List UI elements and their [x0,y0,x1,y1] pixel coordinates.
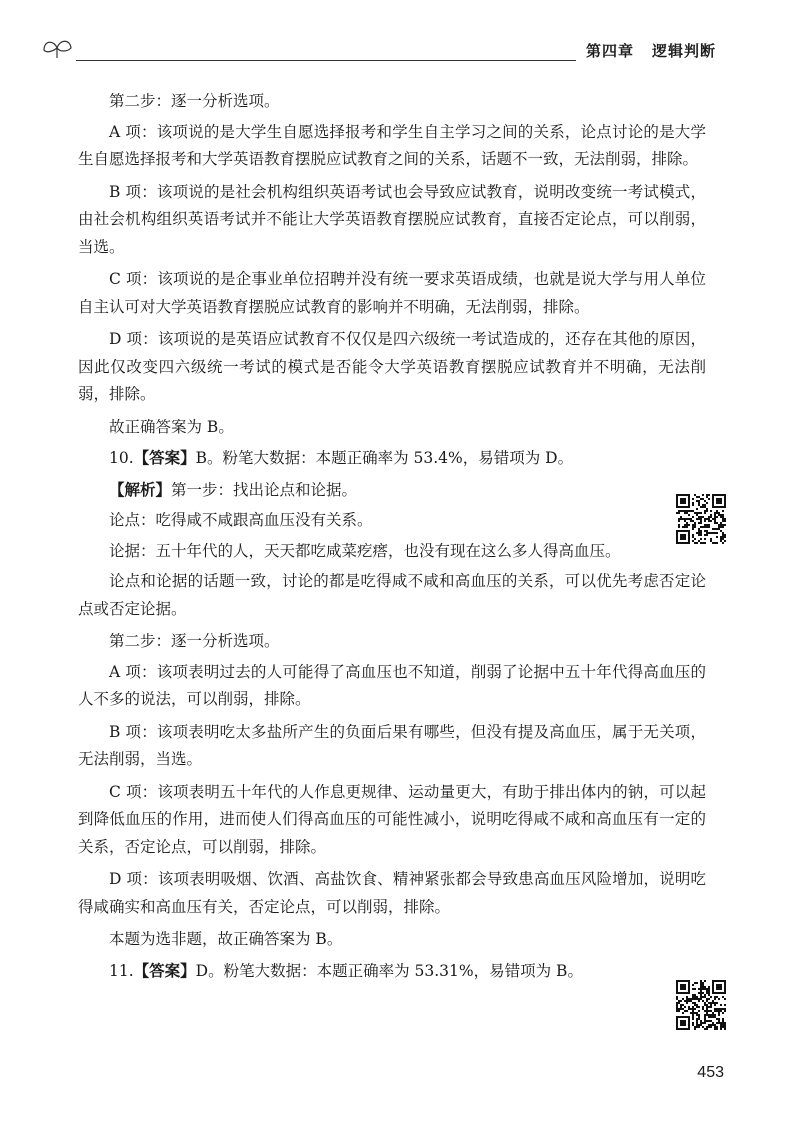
page-header [40,36,760,66]
paragraph: 第二步：逐一分析选项。 [109,92,280,110]
paragraph: 第二步：逐一分析选项。 [109,632,280,650]
paragraph: A 项：该项说的是大学生自愿选择报考和学生自主学习之间的关系，论点讨论的是大学生自愿选择报考和大学英语教育摆脱应试教育之间的关系，话题不一致，无法削弱，排除。 [78,122,706,168]
paragraph: B 项：该项表明吃太多盐所产生的负面后果有哪些，但没有提及高血压，属于无关项，无法削弱，当选。 [78,722,706,768]
paragraph: 本题为选非题，故正确答案为 B。 [109,930,343,948]
paragraph: 论点和论据的话题一致，讨论的都是吃得咸不咸和高血压的关系，可以优先考虑否定论点或否定论据。 [78,572,706,618]
chapter-heading [576,40,760,61]
q10-analysis-line [78,476,706,505]
question-number: 10. [109,449,134,467]
qr-code-icon [676,494,726,544]
paragraph: D 项：该项说的是英语应试教育不仅仅是四六级统一考试造成的，还存在其他的原因，因此仅改变四六级统一考试的模式是否能令大学英语教育摆脱应试教育并不明确，无法削弱，排除。 [78,330,706,403]
paragraph: 故正确答案为 B。 [109,417,234,436]
answer-text: D。粉笔大数据：本题正确率为 53.31%，易错项为 B。 [195,961,583,980]
paragraph: A 项：该项表明过去的人可能得了高血压也不知道，削弱了论据中五十年代得高血压的人不多的说法，可以削弱，排除。 [78,662,706,708]
sprout-logo-icon [40,36,74,60]
paragraph: B 项：该项说的是社会机构组织英语考试也会导致应试教育，说明改变统一考试模式，由社会机构组织英语考试并不能让大学英语教育摆脱应试教育，直接否定论点，可以削弱，当选。 [78,182,706,256]
paragraph: 论据：五十年代的人，天天都吃咸菜疙瘩，也没有现在这么多人得高血压。 [109,541,621,560]
analysis-tag: 【解析】 [109,479,172,499]
paragraph: C 项：该项表明五十年代的人作息更规律、运动量更大，有助于排出体内的钠，可以起到降低血压的作用，进而使人们得高血压的可能性减小，说明吃得咸不咸和高血压有一定的关系，否定论点，可以削弱，排除。 [78,782,706,856]
page-number: 453 [697,1064,724,1081]
q11-answer-line [78,957,706,986]
paragraph: C 项：该项说的是企事业单位招聘并没有统一要求英语成绩，也就是说大学与用人单位自主认可对大学英语教育摆脱应试教育的影响并不明确，无法削弱，排除。 [78,270,706,316]
qr-code-icon [676,980,726,1030]
question-number: 11. [109,961,134,980]
answer-tag: 【答案】 [133,960,196,980]
q10-answer-line [78,444,706,473]
analysis-text: 第一步：找出论点和论据。 [171,480,358,499]
paragraph: 论点：吃得咸不咸跟高血压没有关系。 [109,511,373,529]
chapter-number: 第四章 [585,42,634,60]
page-content [78,88,706,988]
answer-tag: 【答案】 [133,448,196,467]
answer-text: B。粉笔大数据：本题正确率为 53.4%，易错项为 D。 [195,449,574,467]
paragraph: D 项：该项表明吸烟、饮酒、高盐饮食、精神紧张都会导致患高血压风险增加，说明吃得咸确实和高血压有关，否定论点，可以削弱，排除。 [78,870,706,916]
section-title: 逻辑判断 [651,42,716,60]
